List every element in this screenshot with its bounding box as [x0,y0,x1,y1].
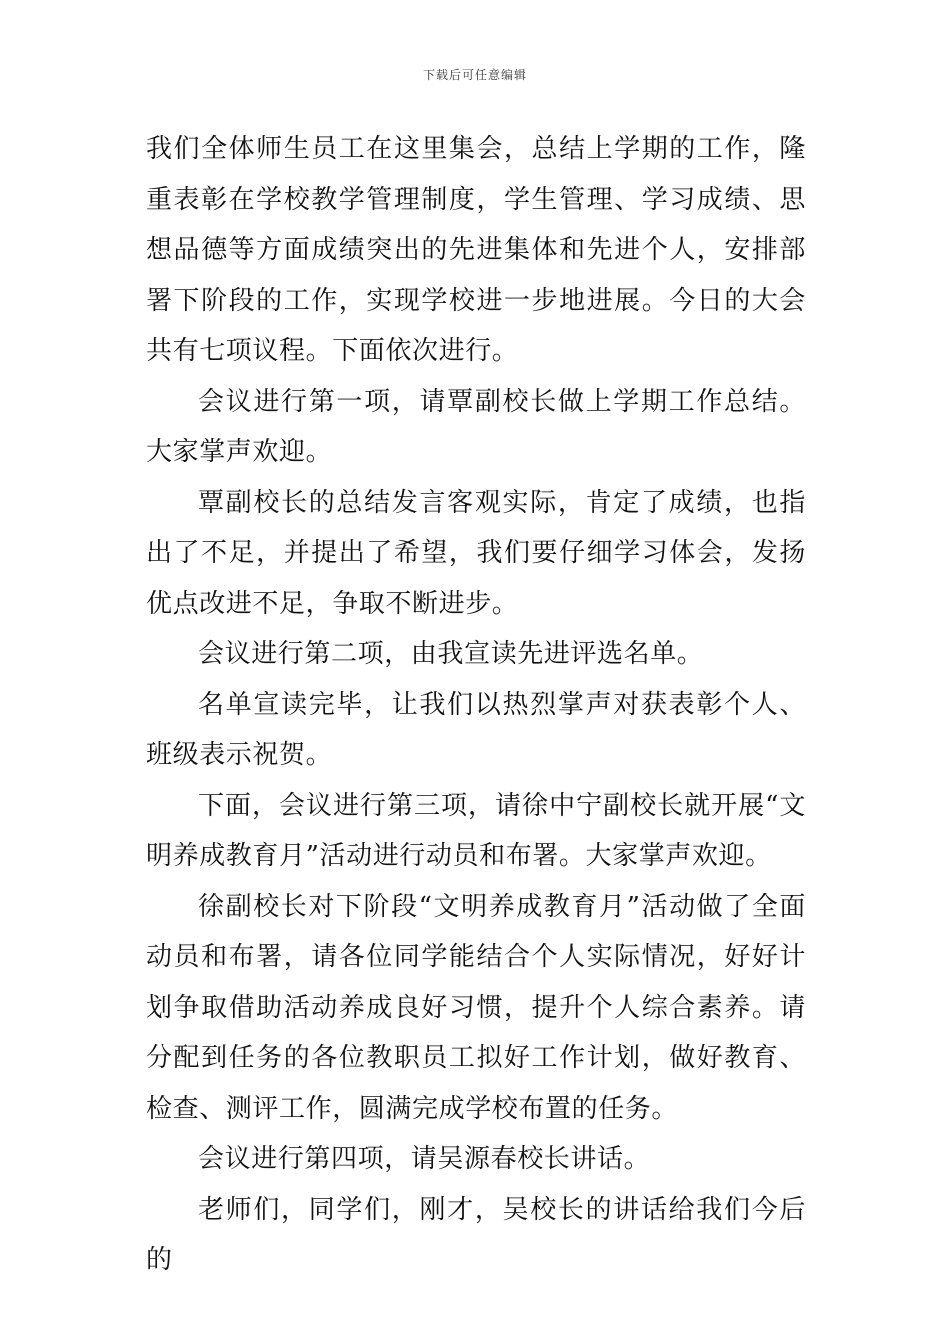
paragraph-item-2: 会议进行第二项，由我宣读先进评选名单。 [198,639,704,669]
paragraph-intro: 我们全体师生员工在这里集会，总结上学期的工作，隆重表彰在学校教学管理制度，学生管理、学习成绩、思想品德等方面成绩突出的先进集体和先进个人，安排部署下阶段的工作，实现学校进一步地进展。今日的大会共有七项议程。下面依次进行。 [146,134,806,366]
paragraph-item-2-comment: 名单宣读完毕，让我们以热烈掌声对获表彰个人、班级表示祝贺。 [146,689,806,770]
paragraph-item-4-comment: 老师们，同学们，刚才，吴校长的讲话给我们今后的 [146,1194,806,1275]
header-note: 下载后可任意编辑 [422,68,527,82]
paragraph-item-1-comment: 覃副校长的总结发言客观实际，肯定了成绩，也指出了不足，并提出了希望，我们要仔细学习体会，发扬优点改进不足，争取不断进步。 [146,487,806,619]
paragraph-item-3-comment: 徐副校长对下阶段“文明养成教育月”活动做了全面动员和布署，请各位同学能结合个人实际情况，好好计划争取借助活动养成良好习惯，提升个人综合素养。请分配到任务的各位教职员工拟好工作计划，做好教育、检查、测评工作，圆满完成学校布置的任务。 [146,891,806,1124]
document-body [146,124,806,1286]
paragraph-item-4: 会议进行第四项，请吴源春校长讲话。 [198,1144,651,1174]
paragraph-item-3: 下面，会议进行第三项，请徐中宁副校长就开展“文明养成教育月”活动进行动员和布署。大家掌声欢迎。 [146,790,806,871]
paragraph-item-1: 会议进行第一项，请覃副校长做上学期工作总结。大家掌声欢迎。 [146,386,806,467]
